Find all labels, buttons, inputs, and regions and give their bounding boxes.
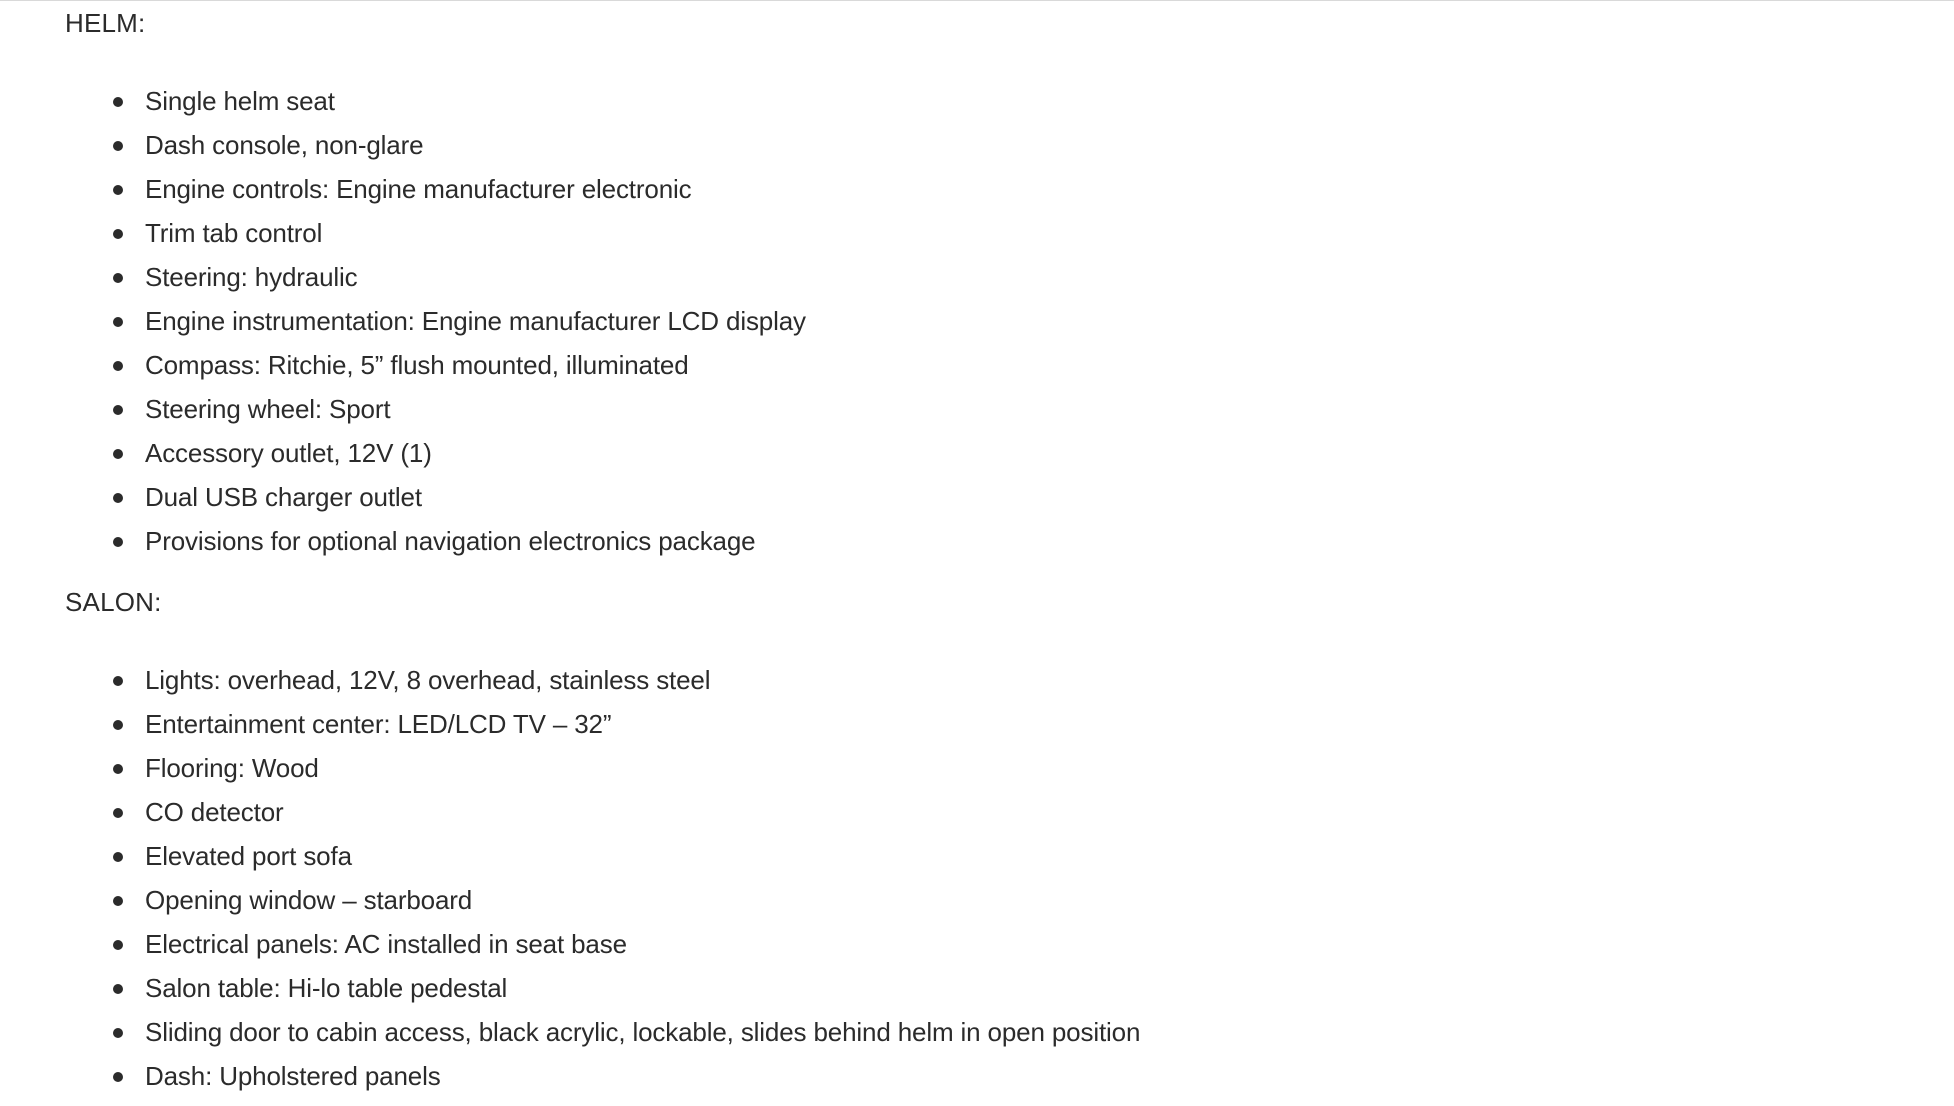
helm-item-label: Compass: Ritchie, 5” flush mounted, illuminated	[145, 350, 689, 380]
salon-item-label: Flooring: Wood	[145, 753, 319, 783]
salon-item	[65, 966, 1925, 1010]
bullet-icon	[113, 405, 123, 415]
salon-item-label: Opening window – starboard	[145, 885, 473, 915]
salon-item	[65, 1054, 1925, 1098]
bullet-icon	[113, 537, 123, 547]
salon-item	[65, 922, 1925, 966]
bullet-icon	[113, 720, 123, 730]
salon-item-label: Electrical panels: AC installed in seat base	[145, 929, 627, 959]
helm-item	[65, 255, 1925, 299]
helm-item-label: Engine instrumentation: Engine manufacturer LCD display	[145, 306, 806, 336]
helm-list	[65, 79, 1925, 563]
salon-item-label: Salon table: Hi-lo table pedestal	[145, 973, 508, 1003]
salon-item-label: Lights: overhead, 12V, 8 overhead, stainless steel	[145, 665, 711, 695]
salon-item-label: Dash: Upholstered panels	[145, 1061, 441, 1091]
bullet-icon	[113, 1028, 123, 1038]
bullet-icon	[113, 185, 123, 195]
helm-item	[65, 79, 1925, 123]
helm-item-label: Steering wheel: Sport	[145, 394, 391, 424]
bullet-icon	[113, 808, 123, 818]
salon-item	[65, 834, 1925, 878]
bullet-icon	[113, 361, 123, 371]
helm-item-label: Single helm seat	[145, 86, 335, 116]
helm-item	[65, 387, 1925, 431]
top-divider	[0, 0, 1954, 1]
salon-item	[65, 702, 1925, 746]
bullet-icon	[113, 940, 123, 950]
helm-item	[65, 211, 1925, 255]
helm-item-label: Accessory outlet, 12V (1)	[145, 438, 432, 468]
helm-item	[65, 299, 1925, 343]
helm-item	[65, 167, 1925, 211]
bullet-icon	[113, 1072, 123, 1082]
helm-item-label: Steering: hydraulic	[145, 262, 358, 292]
spec-content	[65, 6, 1925, 1098]
bullet-icon	[113, 896, 123, 906]
helm-item	[65, 475, 1925, 519]
salon-heading: SALON:	[65, 587, 162, 617]
bullet-icon	[113, 852, 123, 862]
bullet-icon	[113, 449, 123, 459]
helm-item-label: Provisions for optional navigation electronics package	[145, 526, 756, 556]
salon-item-label: Sliding door to cabin access, black acrylic, lockable, slides behind helm in open position	[145, 1017, 1141, 1047]
salon-item	[65, 746, 1925, 790]
salon-item-label: CO detector	[145, 797, 284, 827]
bullet-icon	[113, 273, 123, 283]
helm-item	[65, 123, 1925, 167]
salon-list	[65, 658, 1925, 1098]
bullet-icon	[113, 229, 123, 239]
helm-heading: HELM:	[65, 8, 146, 38]
bullet-icon	[113, 97, 123, 107]
bullet-icon	[113, 317, 123, 327]
bullet-icon	[113, 493, 123, 503]
helm-item	[65, 431, 1925, 475]
helm-item-label: Dual USB charger outlet	[145, 482, 422, 512]
salon-item	[65, 790, 1925, 834]
bullet-icon	[113, 141, 123, 151]
helm-item-label: Engine controls: Engine manufacturer electronic	[145, 174, 692, 204]
helm-item-label: Dash console, non-glare	[145, 130, 424, 160]
bullet-icon	[113, 764, 123, 774]
helm-item	[65, 519, 1925, 563]
bullet-icon	[113, 676, 123, 686]
helm-item	[65, 343, 1925, 387]
salon-item	[65, 658, 1925, 702]
helm-item-label: Trim tab control	[145, 218, 323, 248]
salon-item-label: Elevated port sofa	[145, 841, 352, 871]
salon-item	[65, 878, 1925, 922]
bullet-icon	[113, 984, 123, 994]
salon-item	[65, 1010, 1925, 1054]
salon-item-label: Entertainment center: LED/LCD TV – 32”	[145, 709, 612, 739]
